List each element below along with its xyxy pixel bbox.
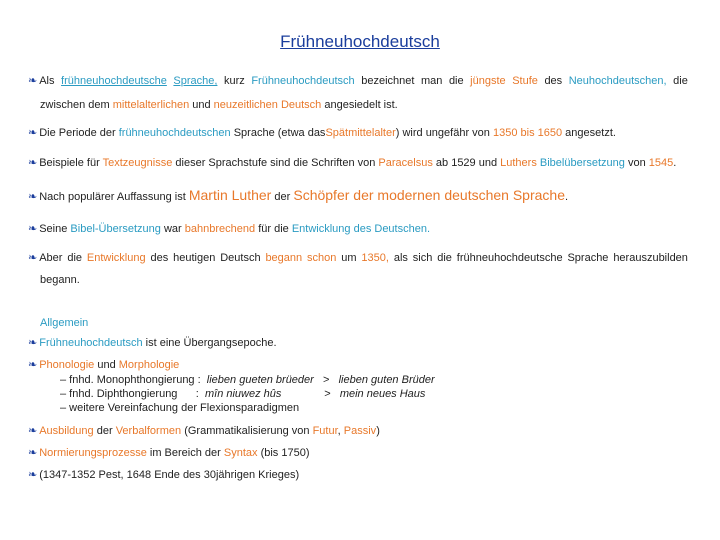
general-item-2 [28, 358, 179, 372]
general-item-3 [28, 424, 380, 438]
general-item-5 [28, 468, 299, 482]
bullet-icon: ❧ [28, 469, 38, 481]
bullet-icon: ❧ [28, 75, 38, 87]
term: 1350 bis 1650 [492, 127, 563, 139]
term: frühneuhochdeutschen [118, 127, 231, 139]
text: herauszubilden [613, 252, 688, 264]
text: ist eine Übergangsepoche. [145, 337, 277, 349]
text: mîn niuwez hûs [204, 388, 282, 400]
bullet-icon: ❧ [28, 337, 38, 349]
general-item-1 [28, 336, 277, 350]
page-title: Frühneuhochdeutsch [280, 32, 440, 51]
text: und [192, 99, 211, 111]
text: die [67, 252, 83, 264]
term: begann [265, 252, 303, 264]
text: ) wird ungefähr von [395, 127, 490, 139]
text: Seine [39, 223, 68, 235]
link-frühneuhochdeutsche[interactable]: frühneuhochdeutsche [61, 75, 167, 87]
text: ab 1529 und [435, 157, 498, 169]
text: für die [258, 223, 289, 235]
term: Frühneuhochdeutsch [251, 75, 355, 87]
text: Sprache (etwa das [233, 127, 326, 139]
text: (1347-1352 Pest, 1648 Ende des 30jährigen Krieges) [39, 469, 300, 481]
term: Entwicklung [86, 252, 146, 264]
term: jüngste [470, 75, 506, 87]
text: – fnhd. Monophthongierung : [60, 374, 201, 386]
text: des [544, 75, 563, 87]
text: von [627, 157, 646, 169]
paragraph-3 [28, 156, 676, 170]
text: um [341, 252, 357, 264]
text: > [324, 388, 331, 400]
text: – fnhd. Diphthongierung [60, 388, 178, 400]
text: lieben gueten brüeder [206, 374, 314, 386]
text: die [448, 75, 464, 87]
text: zwischen dem [40, 99, 110, 111]
text: Beispiele für [39, 157, 100, 169]
text: , [337, 425, 341, 437]
text: die [673, 75, 688, 87]
text: im Bereich der [149, 447, 221, 459]
bullet-icon: ❧ [28, 127, 38, 139]
text: heutigen [173, 252, 216, 264]
bullet-icon: ❧ [28, 252, 38, 264]
example-row-3: – weitere Vereinfachung der Flexionsparadigmen [60, 402, 300, 414]
text: bezeichnet [361, 75, 415, 87]
text: Deutsch [220, 252, 261, 264]
text: : [195, 388, 199, 400]
bullet-icon: ❧ [28, 359, 38, 371]
text: begann. [40, 274, 80, 286]
text: > [323, 374, 330, 386]
term: Syntax [223, 447, 258, 459]
term: Martin Luther [188, 187, 272, 203]
term: Passiv [343, 425, 377, 437]
bullet-icon: ❧ [28, 447, 38, 459]
term: Frühneuhochdeutsch [39, 337, 143, 349]
text: (Grammatikalisierung von [184, 425, 310, 437]
text: dieser Sprachstufe sind die Schriften von [175, 157, 376, 169]
term: Luthers [500, 157, 537, 169]
paragraph-1-line-2 [28, 98, 688, 112]
term: schon [307, 252, 337, 264]
term: Verbalformen [115, 425, 182, 437]
bullet-icon: ❧ [28, 223, 38, 235]
paragraph-5 [28, 222, 430, 236]
term: Schöpfer der modernen deutschen Sprache [293, 187, 565, 203]
paragraph-6-line-1 [28, 251, 688, 265]
text: der [96, 425, 113, 437]
text: der [274, 191, 291, 203]
paragraph-1 [28, 74, 688, 112]
text: angesiedelt ist. [324, 99, 398, 111]
text: (bis 1750) [260, 447, 310, 459]
term: Textzeugnisse [102, 157, 173, 169]
term: mittelalterlichen [112, 99, 190, 111]
text: angesetzt. [565, 127, 616, 139]
term: neuzeitlichen Deutsch [213, 99, 322, 111]
paragraph-2 [28, 126, 616, 140]
text: lieben guten Brüder [338, 374, 435, 386]
term: Neuhochdeutschen, [568, 75, 667, 87]
text: mein neues Haus [339, 388, 426, 400]
paragraph-4 [28, 188, 568, 204]
link-sprache[interactable]: Sprache, [173, 75, 218, 87]
text: man [420, 75, 443, 87]
term: Morphologie [118, 359, 180, 371]
text: kurz [223, 75, 245, 87]
example-row-2 [60, 387, 425, 401]
term: 1350, [361, 252, 389, 264]
term: Futur [312, 425, 338, 437]
section-heading-allgemein: Allgemein [40, 317, 89, 329]
text: Als [39, 75, 55, 87]
text: war [163, 223, 182, 235]
bullet-icon: ❧ [28, 157, 38, 169]
term: Bibel-Übersetzung [70, 223, 161, 235]
text: Aber [39, 252, 63, 264]
term: Spätmittelalter [325, 127, 396, 139]
general-item-4 [28, 446, 310, 460]
term: Paracelsus [378, 157, 433, 169]
text: Nach populärer Auffassung ist [39, 191, 186, 203]
text: ) [376, 425, 380, 437]
term: Stufe [512, 75, 538, 87]
term: Bibelübersetzung [539, 157, 625, 169]
text: . [564, 191, 569, 203]
example-row-1 [60, 373, 435, 387]
term: Entwicklung des Deutschen. [291, 223, 431, 235]
bullet-icon: ❧ [28, 425, 38, 437]
paragraph-6 [28, 251, 688, 287]
text: . [673, 157, 677, 169]
term: Ausbildung [39, 425, 94, 437]
term: bahnbrechend [184, 223, 256, 235]
text: als [393, 252, 408, 264]
bullet-icon: ❧ [28, 191, 38, 203]
text: Sprache [567, 252, 609, 264]
term: 1545 [648, 157, 674, 169]
text: des [150, 252, 169, 264]
text: Die Periode der [39, 127, 116, 139]
term: Phonologie [39, 359, 95, 371]
text: und [97, 359, 116, 371]
text: sich [412, 252, 433, 264]
text: frühneuhochdeutsche [456, 252, 563, 264]
paragraph-1-line-1 [28, 74, 688, 88]
text: die [437, 252, 452, 264]
term: Normierungsprozesse [39, 447, 147, 459]
